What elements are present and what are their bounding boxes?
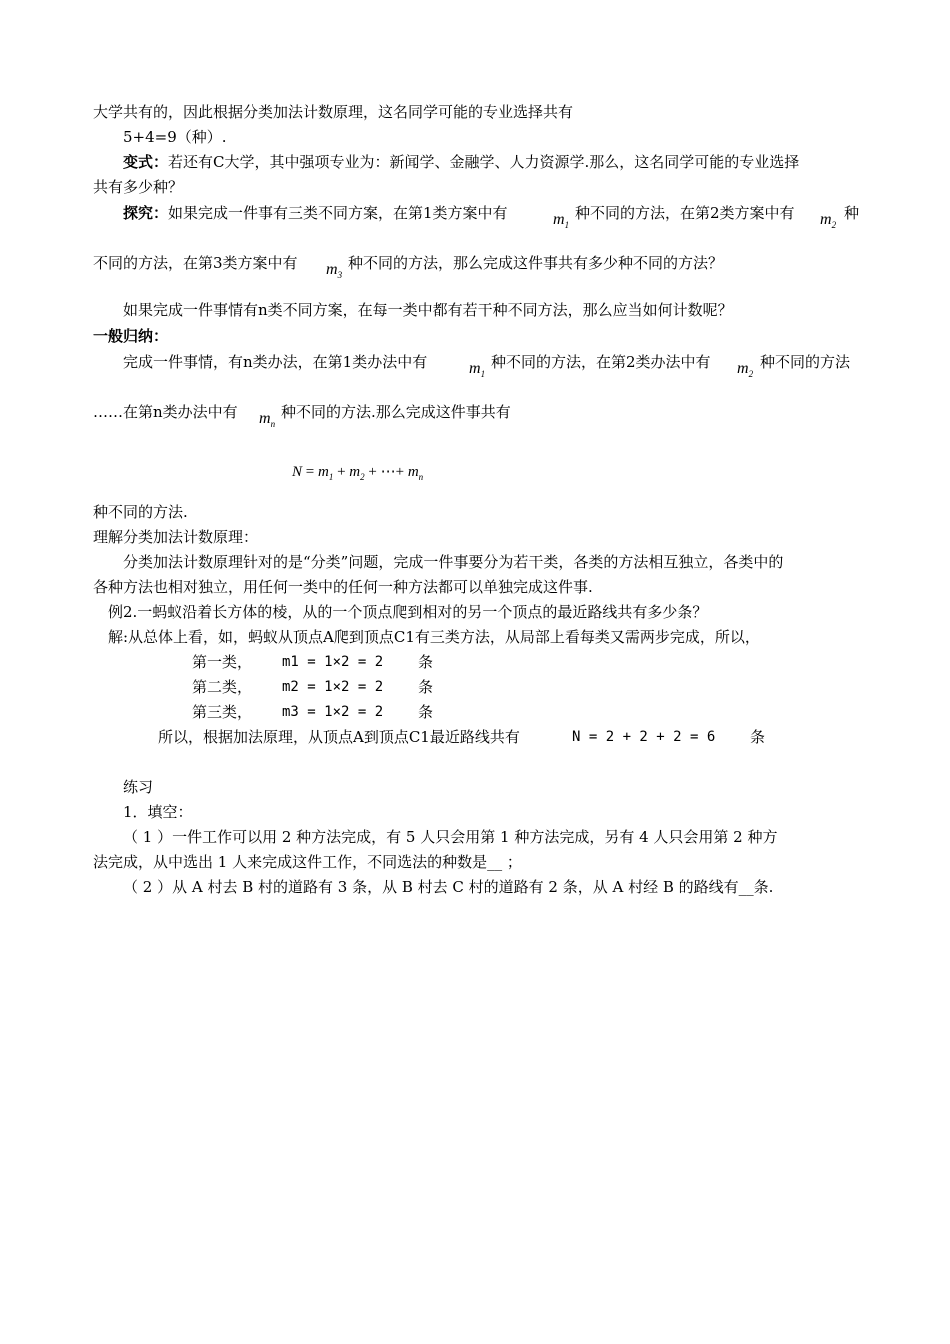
example2-row-1-label: 第一类，: [192, 653, 253, 671]
example2-solution: 解:从总体上看，如，蚂蚁从顶点A爬到顶点C1有三类方法，从局部上看每类又需两步完成，所以，: [108, 628, 760, 646]
math-m1: $m_1$: [553, 211, 570, 230]
general-line-1-c: 种不同的方法: [760, 353, 851, 371]
example2-row-1-expr: m1 = 1×2 = 2: [282, 654, 384, 670]
math-m2: $m_2$: [820, 211, 837, 230]
general-line-1-a: 完成一件事情，有n类办法，在第1类办法中有: [123, 353, 428, 371]
understand-line-2: 各种方法也相对独立，用任何一类中的任何一种方法都可以单独完成这件事.: [93, 578, 593, 596]
variant-line-2: 共有多少种？: [93, 178, 184, 196]
example2-row-2-unit: 条: [418, 678, 434, 696]
example2-row-3-unit: 条: [418, 703, 434, 721]
example2-question: 例2.一蚂蚁沿着长方体的棱，从的一个顶点爬到相对的另一个顶点的最近路线共有多少条？: [108, 603, 708, 621]
sum-formula: $N = m_1 + m_2$ + ⋯+ $m_n$: [292, 464, 424, 482]
explore-text-c: 种: [844, 204, 860, 222]
variant-label: 变式：: [123, 153, 169, 171]
explore-text-a: 如果完成一件事有三类不同方案，在第1类方案中有: [168, 204, 508, 222]
explore-line-2-b: 种不同的方法，那么完成这件事共有多少种不同的方法？: [348, 254, 724, 272]
example2-row-1-unit: 条: [418, 653, 434, 671]
example2-row-3-expr: m3 = 1×2 = 2: [282, 704, 384, 720]
math-mn: $m_n$: [259, 410, 276, 429]
general-line-1-b: 种不同的方法，在第2类办法中有: [491, 353, 711, 371]
example2-row-2-expr: m2 = 1×2 = 2: [282, 679, 384, 695]
general-line-2-b: 种不同的方法.那么完成这件事共有: [281, 403, 511, 421]
understand-line-1: 分类加法计数原理针对的是“分类”问题，完成一件事要分为若干类，各类的方法相互独立，各类中的: [123, 553, 784, 571]
example2-row-2-label: 第二类，: [192, 678, 253, 696]
explore-line-3: 如果完成一件事情有n类不同方案，在每一类中都有若干种不同方法，那么应当如何计数呢？: [123, 301, 733, 319]
explore-label: 探究：: [123, 204, 169, 222]
explore-line-2-a: 不同的方法，在第3类方案中有: [93, 254, 298, 272]
variant-text: 若还有C大学，其中强项专业为：新闻学、金融学、人力资源学.那么，这名同学可能的专业选择: [168, 153, 800, 171]
general-line-2-a: ……在第n类办法中有: [93, 403, 238, 421]
example2-conclusion-text: 所以，根据加法原理，从顶点A到顶点C1最近路线共有: [158, 728, 520, 746]
understand-heading: 理解分类加法计数原理：: [93, 528, 259, 546]
intro-line-1: 大学共有的，因此根据分类加法计数原理，这名同学可能的专业选择共有: [93, 103, 574, 121]
example2-conclusion-formula: N = 2 + 2 + 2 = 6: [572, 729, 716, 745]
practice-heading: 练习: [123, 778, 154, 796]
general-line-3: 种不同的方法.: [93, 503, 188, 521]
general-heading: 一般归纳：: [93, 327, 169, 345]
math-m1-general: $m_1$: [469, 360, 486, 379]
intro-line-2: 5+4=9（种）.: [123, 128, 227, 146]
practice-item-1: 1．填空：: [123, 803, 193, 821]
practice-q2: （ 2 ）从 A 村去 B 村的道路有 3 条，从 B 村去 C 村的道路有 2 条，从 A 村经 B 的路线有__条.: [123, 878, 774, 896]
example2-conclusion-unit: 条: [750, 728, 766, 746]
math-m2-general: $m_2$: [737, 360, 754, 379]
example2-row-3-label: 第三类，: [192, 703, 253, 721]
practice-q1-line-1: （ 1 ）一件工作可以用 2 种方法完成，有 5 人只会用第 1 种方法完成，另有 4 人只会用第 2 种方: [123, 828, 778, 846]
variant-line-1: [123, 152, 799, 172]
explore-line-1-start: [123, 203, 508, 223]
math-m3: $m_3$: [326, 261, 343, 280]
practice-q1-line-2: 法完成，从中选出 1 人来完成这件工作，不同选法的种数是__ ；: [93, 853, 522, 871]
explore-text-b: 种不同的方法，在第2类方案中有: [575, 204, 795, 222]
